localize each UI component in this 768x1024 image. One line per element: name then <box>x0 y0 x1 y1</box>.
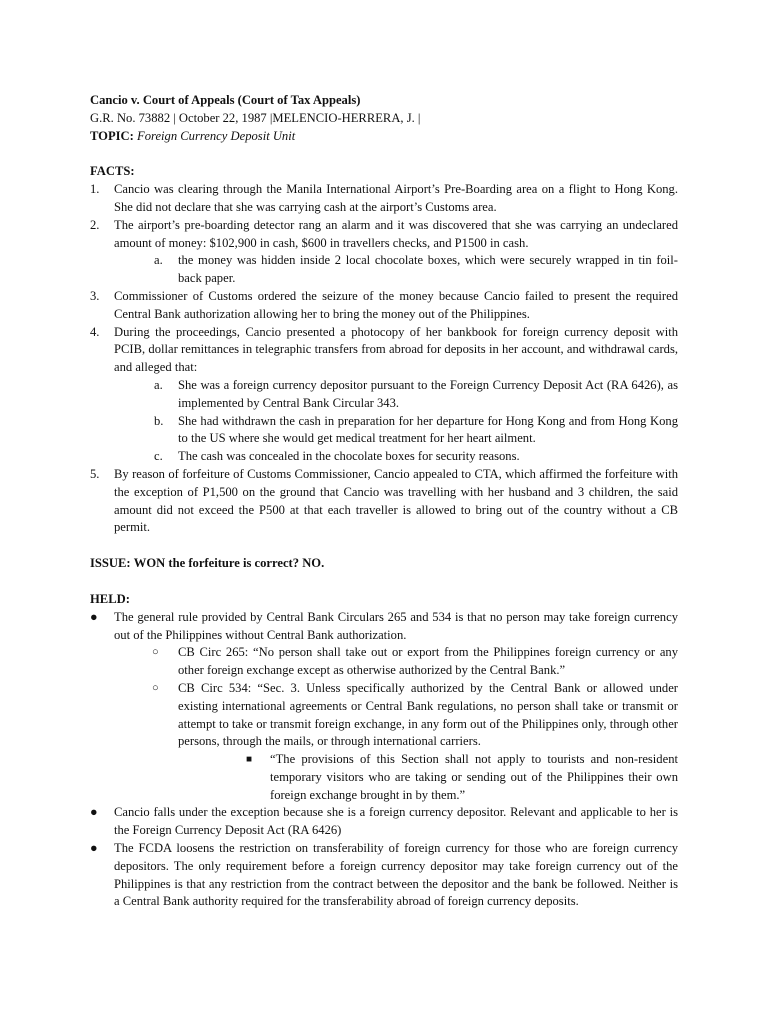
fact-item <box>90 288 678 324</box>
bullet-icon: ● <box>90 609 98 624</box>
held-subsublist <box>178 751 678 804</box>
held-item <box>90 804 678 840</box>
bullet-icon: ● <box>90 805 98 820</box>
fact-text: By reason of forfeiture of Customs Commissioner, Cancio appealed to CTA, which affirmed the forfeiture with the exception of P1,500 on the ground that Cancio was travelling with her husband and 3 children, the said amount did not exceed the P500 at that each traveller is allowed to bring out of the country without a CB permit. <box>114 466 678 535</box>
fact-item <box>90 217 678 288</box>
fact-number: 5. <box>90 466 100 481</box>
topic-label: TOPIC: <box>90 128 134 143</box>
held-text: The general rule provided by Central Bank Circulars 265 and 534 is that no person may take foreign currency out of the Philippines without Central Bank authorization. <box>114 609 678 642</box>
fact-text: Commissioner of Customs ordered the seizure of the money because Cancio failed to present the required Central Bank authorization allowing her to bring the money out of the Philippines. <box>114 288 678 321</box>
fact-item <box>90 181 678 217</box>
held-subitem <box>114 644 678 680</box>
circle-bullet-icon: ○ <box>152 681 159 694</box>
case-citation: G.R. No. 73882 | October 22, 1987 |MELENCIO-HERRERA, J. | <box>90 110 421 125</box>
held-list <box>90 609 678 912</box>
fact-number: 4. <box>90 324 100 339</box>
fact-sub-number: a. <box>154 253 163 268</box>
fact-subitem <box>114 252 678 288</box>
facts-heading: FACTS: <box>90 164 135 179</box>
fact-subitem <box>114 377 678 413</box>
issue-label: ISSUE: <box>90 556 131 571</box>
issue-line <box>90 555 678 573</box>
held-sublist <box>114 644 678 804</box>
fact-subitem <box>114 413 678 449</box>
fact-sub-text: The cash was concealed in the chocolate boxes for security reasons. <box>178 449 520 464</box>
held-subitem <box>114 680 678 805</box>
held-item <box>90 609 678 805</box>
fact-sub-number: b. <box>154 413 164 428</box>
facts-list <box>90 181 678 537</box>
fact-sub-text: She was a foreign currency depositor pursuant to the Foreign Currency Deposit Act (RA 6426), as implemented by Central Bank Circular 343. <box>178 377 678 410</box>
fact-sub-text: the money was hidden inside 2 local chocolate boxes, which were securely wrapped in tin foil-back paper. <box>178 253 678 286</box>
held-sub-text: CB Circ 534: “Sec. 3. Unless specifically authorized by the Central Bank or allowed under existing international agreements or Central Bank regulations, no person shall take or transmit or attempt to take or transmit foreign exchange, in any form out of the Philippines only, through other persons, through the mails, or through international carriers. <box>178 680 678 749</box>
fact-item <box>90 466 678 537</box>
fact-text: Cancio was clearing through the Manila International Airport’s Pre-Boarding area on a flight to Hong Kong. She did not declare that she was carrying cash at the airport’s Customs area. <box>114 182 678 214</box>
fact-sub-number: a. <box>154 377 163 392</box>
case-topic <box>90 128 678 146</box>
fact-text: The airport’s pre-boarding detector rang an alarm and it was discovered that she was carrying an undeclared amount of money: $102,900 in cash, $600 in travellers checks, and P1500 in cash. <box>114 217 678 250</box>
fact-text: During the proceedings, Cancio presented a photocopy of her bankbook for foreign currency deposit with PCIB, dollar remittances in telegraphic transfers from abroad for deposits in her account, and withdrawal cards, and alleged that: <box>114 324 678 375</box>
held-subsubitem <box>178 751 678 804</box>
held-text: The FCDA loosens the restriction on transferability of foreign currency for those who are foreign currency depositors. The only requirement before a foreign currency depositor may take foreign currency out of the Philippines is that any restriction from the contract between the depositor and the bank be followed. Neither is a Central Bank authority required for the transferability abroad of foreign currency deposits. <box>114 841 678 909</box>
fact-subitem <box>114 448 678 466</box>
held-heading: HELD: <box>90 591 130 606</box>
circle-bullet-icon: ○ <box>152 646 159 659</box>
fact-sublist <box>114 252 678 288</box>
fact-number: 1. <box>90 182 100 197</box>
bullet-icon: ● <box>90 841 98 856</box>
fact-sub-text: She had withdrawn the cash in preparation for her departure for Hong Kong and from Hong Kong to the US where she would get medical treatment for her heart ailment. <box>178 413 678 446</box>
case-title: Cancio v. Court of Appeals (Court of Tax Appeals) <box>90 93 361 107</box>
held-text: Cancio falls under the exception because she is a foreign currency depositor. Relevant and applicable to her is the Foreign Currency Deposit Act (RA 6426) <box>114 805 678 838</box>
issue-text: WON the forfeiture is correct? NO. <box>133 556 325 571</box>
held-sub-text: CB Circ 265: “No person shall take out or export from the Philippines foreign currency or any other foreign exchange except as otherwise authorized by the Central Bank.” <box>178 645 678 678</box>
topic-value: Foreign Currency Deposit Unit <box>137 128 296 143</box>
fact-sublist <box>114 377 678 466</box>
fact-sub-number: c. <box>154 449 163 464</box>
held-subsub-text: “The provisions of this Section shall not apply to tourists and non-resident temporary visitors who are taking or sending out of the Philippines their own foreign exchange brought in by them.” <box>270 752 678 802</box>
fact-number: 3. <box>90 288 100 303</box>
square-bullet-icon: ■ <box>246 754 253 766</box>
fact-item <box>90 324 678 466</box>
fact-number: 2. <box>90 217 100 232</box>
held-item <box>90 840 678 911</box>
